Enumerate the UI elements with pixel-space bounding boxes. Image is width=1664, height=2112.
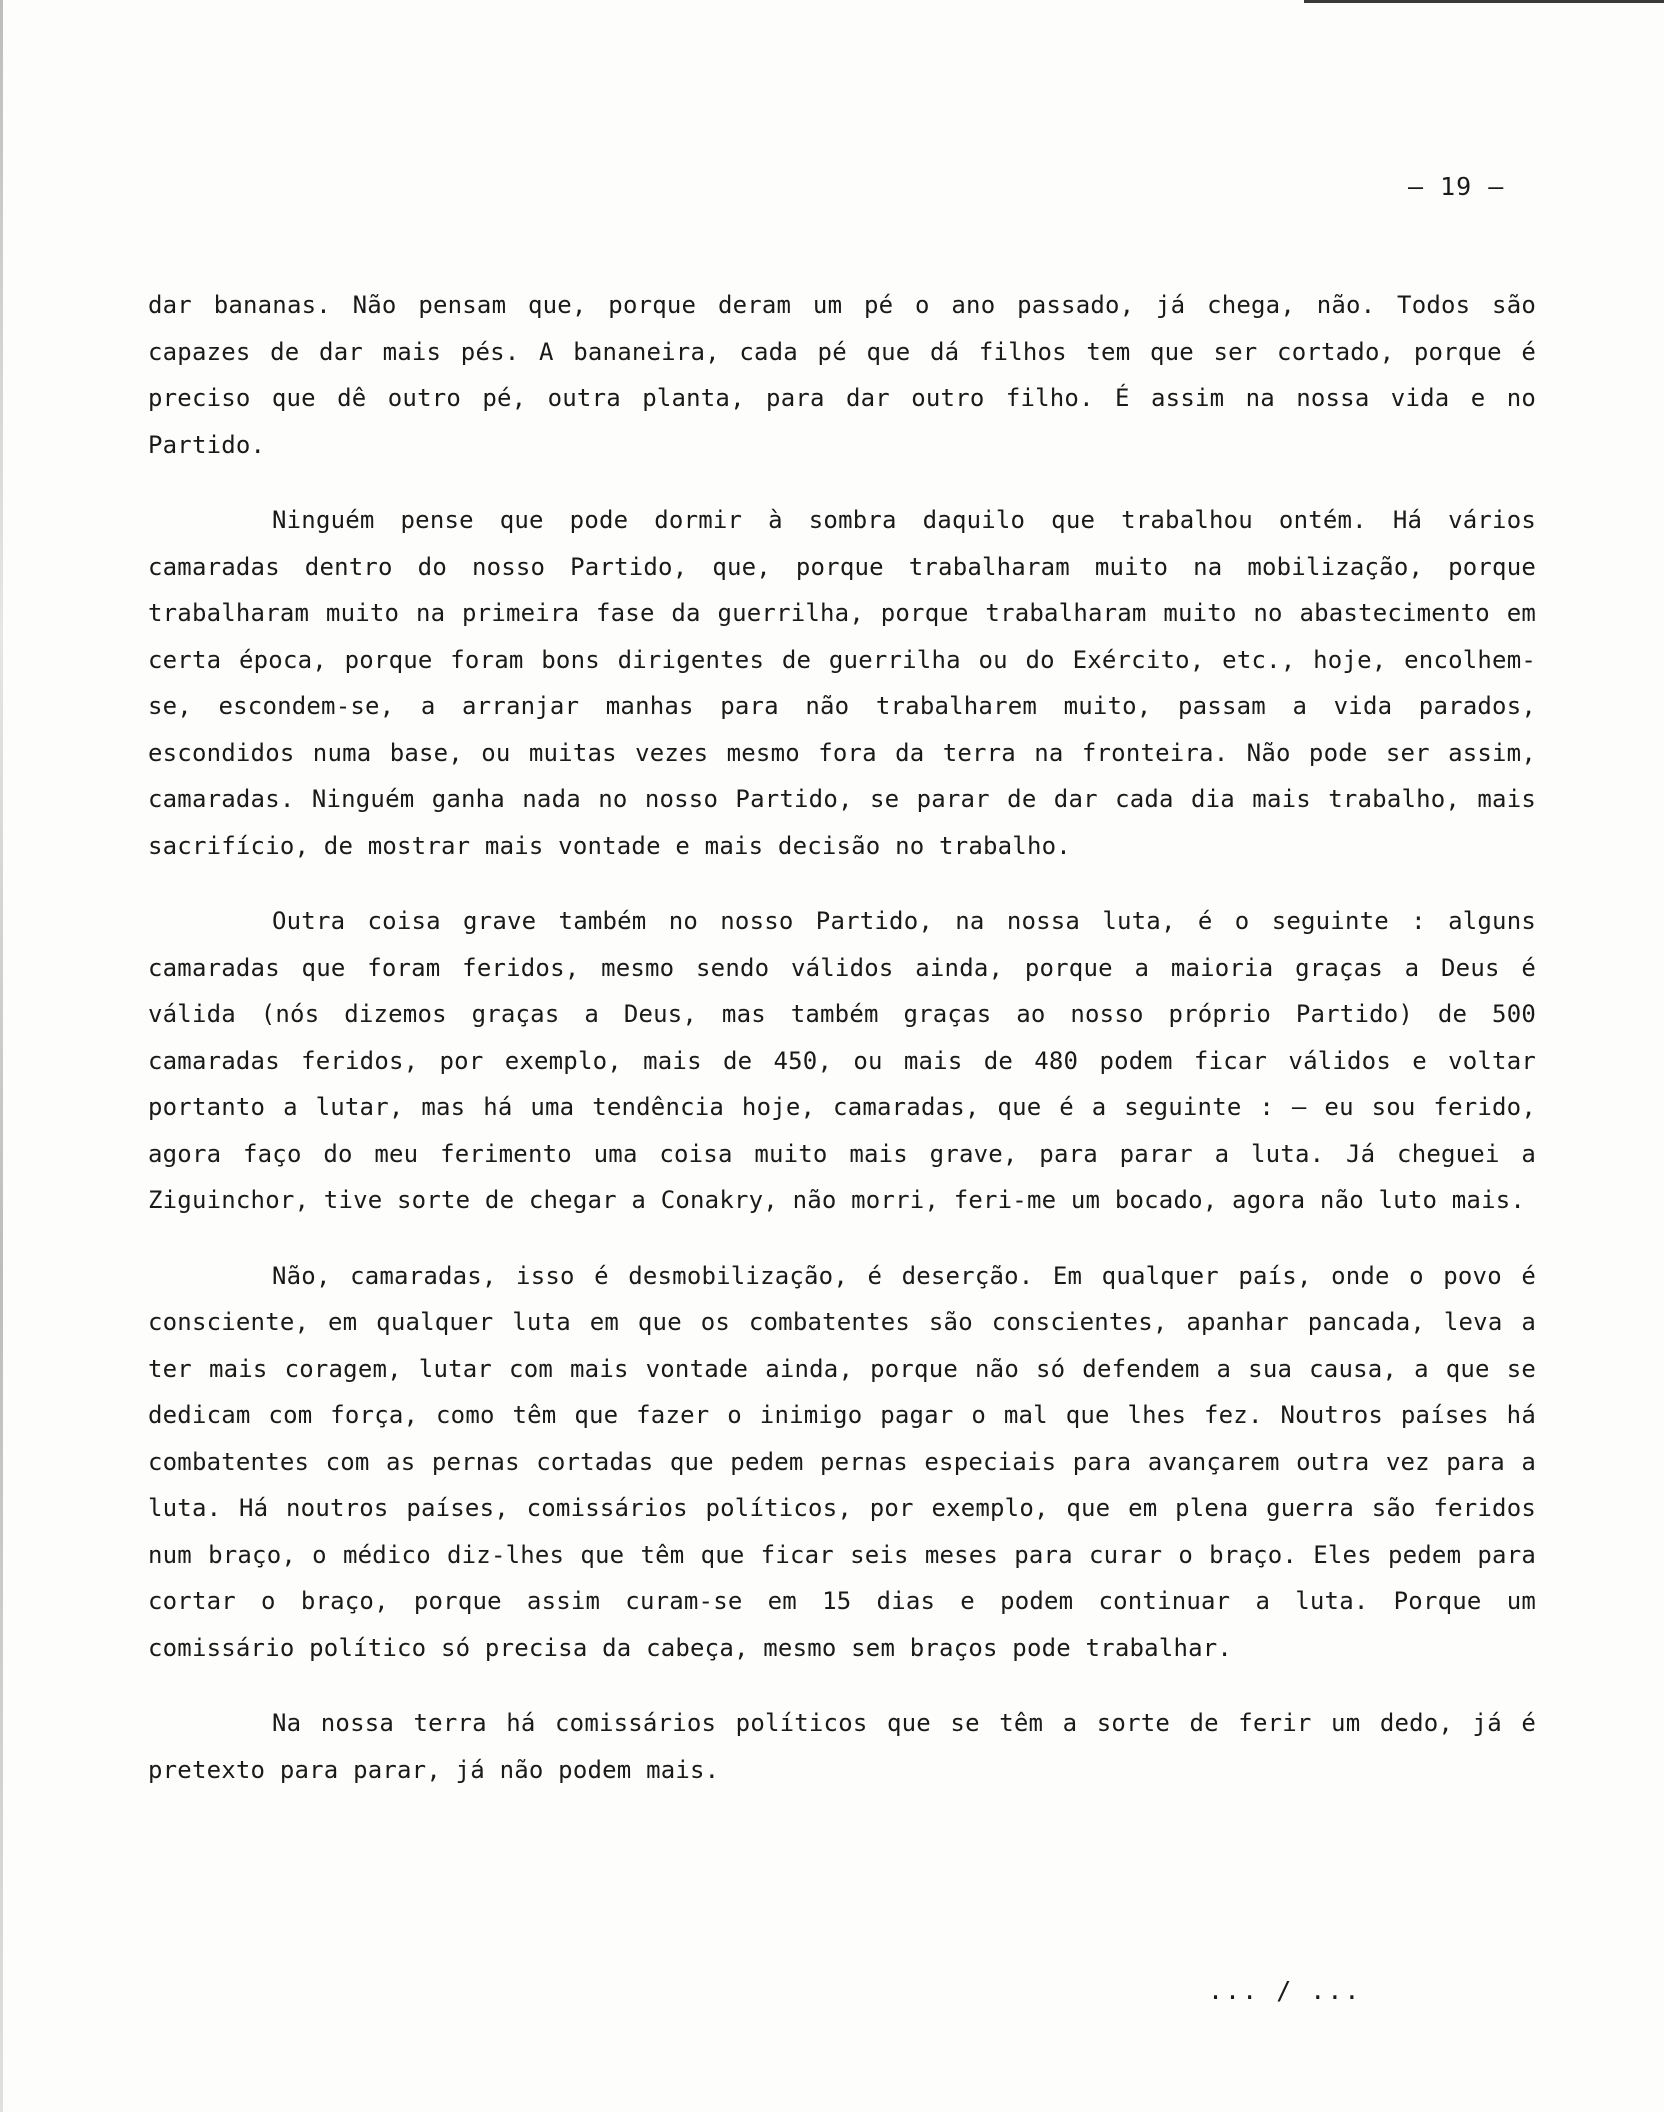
scan-left-edge — [0, 0, 3, 2112]
top-rule-line — [1304, 0, 1664, 3]
paragraph-3: Outra coisa grave também no nosso Partido, na nossa luta, é o seguinte : alguns camaradas que foram feridos, mesmo sendo válidos ainda, porque a maioria graças a Deus é válida (nós dizemos graças a Deus, mas também graças ao nosso próprio Partido) de 500 camaradas feridos, por exemplo, mais de 450, ou mais de 480 podem ficar válidos e voltar portanto a lutar, mas há uma tendência hoje, camaradas, que é a seguinte : – eu sou ferido, agora faço do meu ferimento uma coisa muito mais grave, para parar a luta. Já cheguei a Ziguinchor, tive sorte de chegar a Conakry, não morri, feri-me um bocado, agora não luto mais. — [148, 907, 1536, 1214]
paragraph-5: Na nossa terra há comissários políticos que se têm a sorte de ferir um dedo, já é pretexto para parar, já não podem mais. — [148, 1709, 1536, 1784]
paragraph-4: Não, camaradas, isso é desmobilização, é deserção. Em qualquer país, onde o povo é consciente, em qualquer luta em que os combatentes são conscientes, apanhar pancada, leva a ter mais coragem, lutar com mais vontade ainda, porque não só defendem a sua causa, a que se dedicam com força, como têm que fazer o inimigo pagar o mal que lhes fez. Noutros países há combatentes com as pernas cortadas que pedem pernas especiais para avançarem outra vez para a luta. Há noutros países, comissários políticos, por exemplo, que em plena guerra são feridos num braço, o médico diz-lhes que têm que ficar seis meses para curar o braço. Eles pedem para cortar o braço, porque assim curam-se em 15 dias e podem continuar a luta. Porque um comissário político só precisa da cabeça, mesmo sem braços pode trabalhar. — [148, 1261, 1536, 1662]
continuation-mark: ... / ... — [1208, 1976, 1362, 2005]
body-text — [148, 282, 1536, 1793]
paragraph-2: Ninguém pense que pode dormir à sombra daquilo que trabalhou ontém. Há vários camaradas dentro do nosso Partido, que, porque trabalharam muito na mobilização, porque trabalharam muito na primeira fase da guerrilha, porque trabalharam muito no abastecimento em certa época, porque foram bons dirigentes de guerrilha ou do Exército, etc., hoje, encolhem-se, escondem-se, a arranjar manhas para não trabalharem muito, passam a vida parados, escondidos numa base, ou muitas vezes mesmo fora da terra na fronteira. Não pode ser assim, camaradas. Ninguém ganha nada no nosso Partido, se parar de dar cada dia mais trabalho, mais sacrifício, de mostrar mais vontade e mais decisão no trabalho. — [148, 506, 1536, 860]
paragraph-1: dar bananas. Não pensam que, porque deram um pé o ano passado, já chega, não. Todos são capazes de dar mais pés. A bananeira, cada pé que dá filhos tem que ser cortado, porque é preciso que dê outro pé, outra planta, para dar outro filho. É assim na nossa vida e no Partido. — [148, 291, 1536, 459]
page-number: – 19 – — [1408, 172, 1505, 201]
